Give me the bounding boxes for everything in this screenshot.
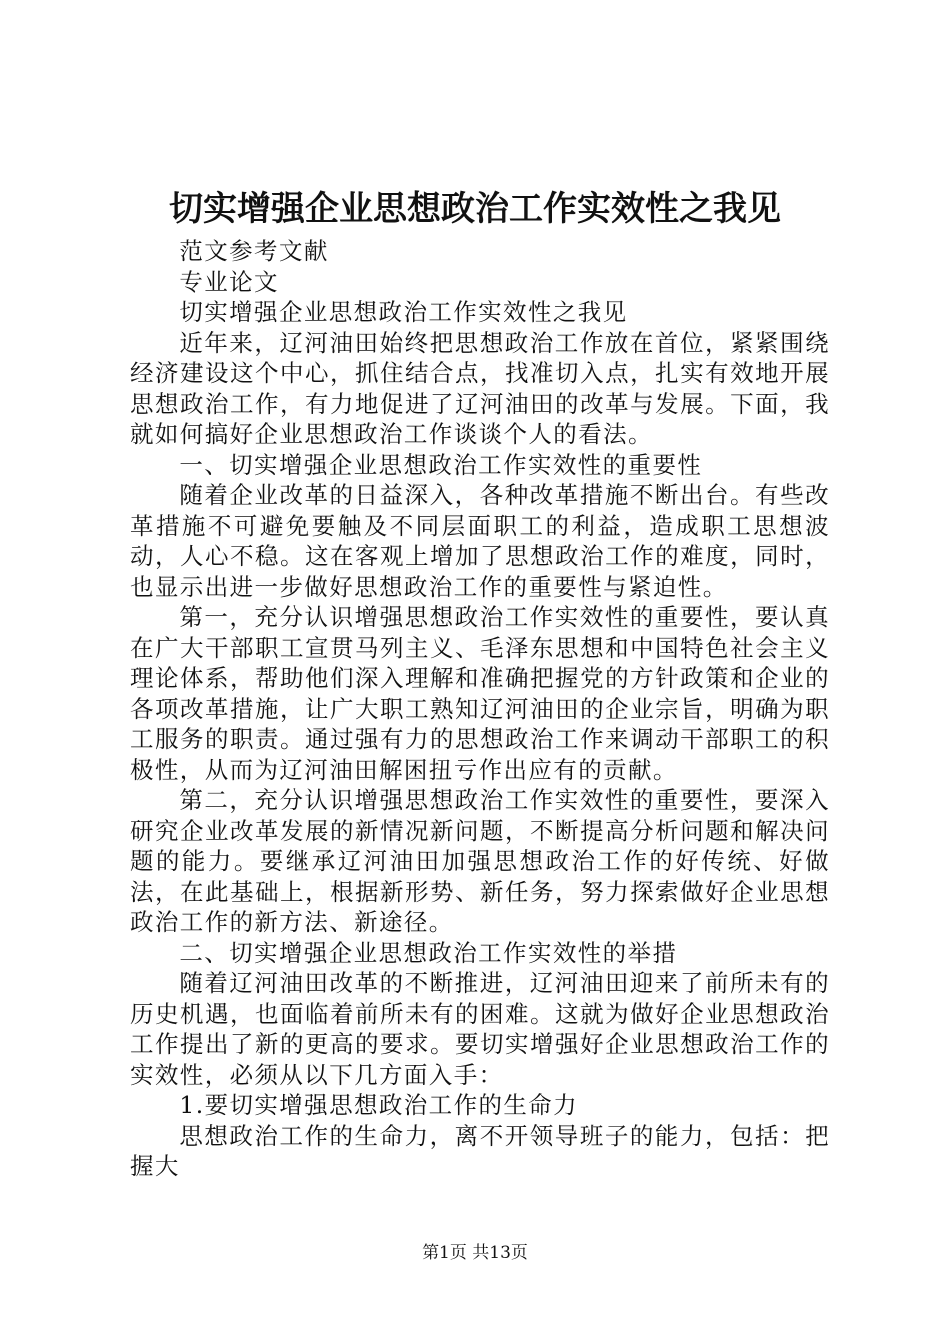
paragraph: 近年来，辽河油田始终把思想政治工作放在首位，紧紧围绕经济建设这个中心，抓住结合点，找准切入点，扎实有效地开展思想政治工作，有力地促进了辽河油田的改革与发展。下面，我就如何搞好企业思想政治工作谈谈个人的看法。 xyxy=(130,328,830,448)
page-footer: 第1页 共13页 xyxy=(422,1243,528,1263)
document-body xyxy=(130,236,830,1182)
paragraph: 范文参考文献 xyxy=(179,237,329,265)
paragraph: 随着辽河油田改革的不断推进，辽河油田迎来了前所未有的历史机遇，也面临着前所未有的困难。这就为做好企业思想政治工作提出了新的更高的要求。要切实增强好企业思想政治工作的实效性，必须从以下几方面入手： xyxy=(130,969,830,1089)
paragraph: 第一，充分认识增强思想政治工作实效性的重要性，要认真在广大干部职工宣贯马列主义、毛泽东思想和中国特色社会主义理论体系，帮助他们深入理解和准确把握党的方针政策和企业的各项改革措施，让广大职工熟知辽河油田的企业宗旨，明确为职工服务的职责。通过强有力的思想政治工作来调动干部职工的积极性，从而为辽河油田解困扭亏作出应有的贡献。 xyxy=(130,603,830,784)
paragraph: 随着企业改革的日益深入，各种改革措施不断出台。有些改革措施不可避免要触及不同层面职工的利益，造成职工思想波动，人心不稳。这在客观上增加了思想政治工作的难度，同时，也显示出进一步做好思想政治工作的重要性与紧迫性。 xyxy=(130,481,830,601)
paragraph: 第二，充分认识增强思想政治工作实效性的重要性，要深入研究企业改革发展的新情况新问题，不断提高分析问题和解决问题的能力。要继承辽河油田加强思想政治工作的好传统、好做法，在此基础上，根据新形势、新任务，努力探索做好企业思想政治工作的新方法、新途径。 xyxy=(130,786,830,936)
subsection-heading: 1.要切实增强思想政治工作的生命力 xyxy=(179,1091,579,1119)
document-title: 切实增强企业思想政治工作实效性之我见 xyxy=(169,189,781,229)
section-heading: 一、切实增强企业思想政治工作实效性的重要性 xyxy=(179,450,703,479)
paragraph: 专业论文 xyxy=(179,267,279,296)
section-heading: 二、切实增强企业思想政治工作实效性的举措 xyxy=(179,938,678,967)
paragraph: 思想政治工作的生命力，离不开领导班子的能力，包括：把握大 xyxy=(130,1121,830,1180)
paragraph: 切实增强企业思想政治工作实效性之我见 xyxy=(179,298,628,326)
